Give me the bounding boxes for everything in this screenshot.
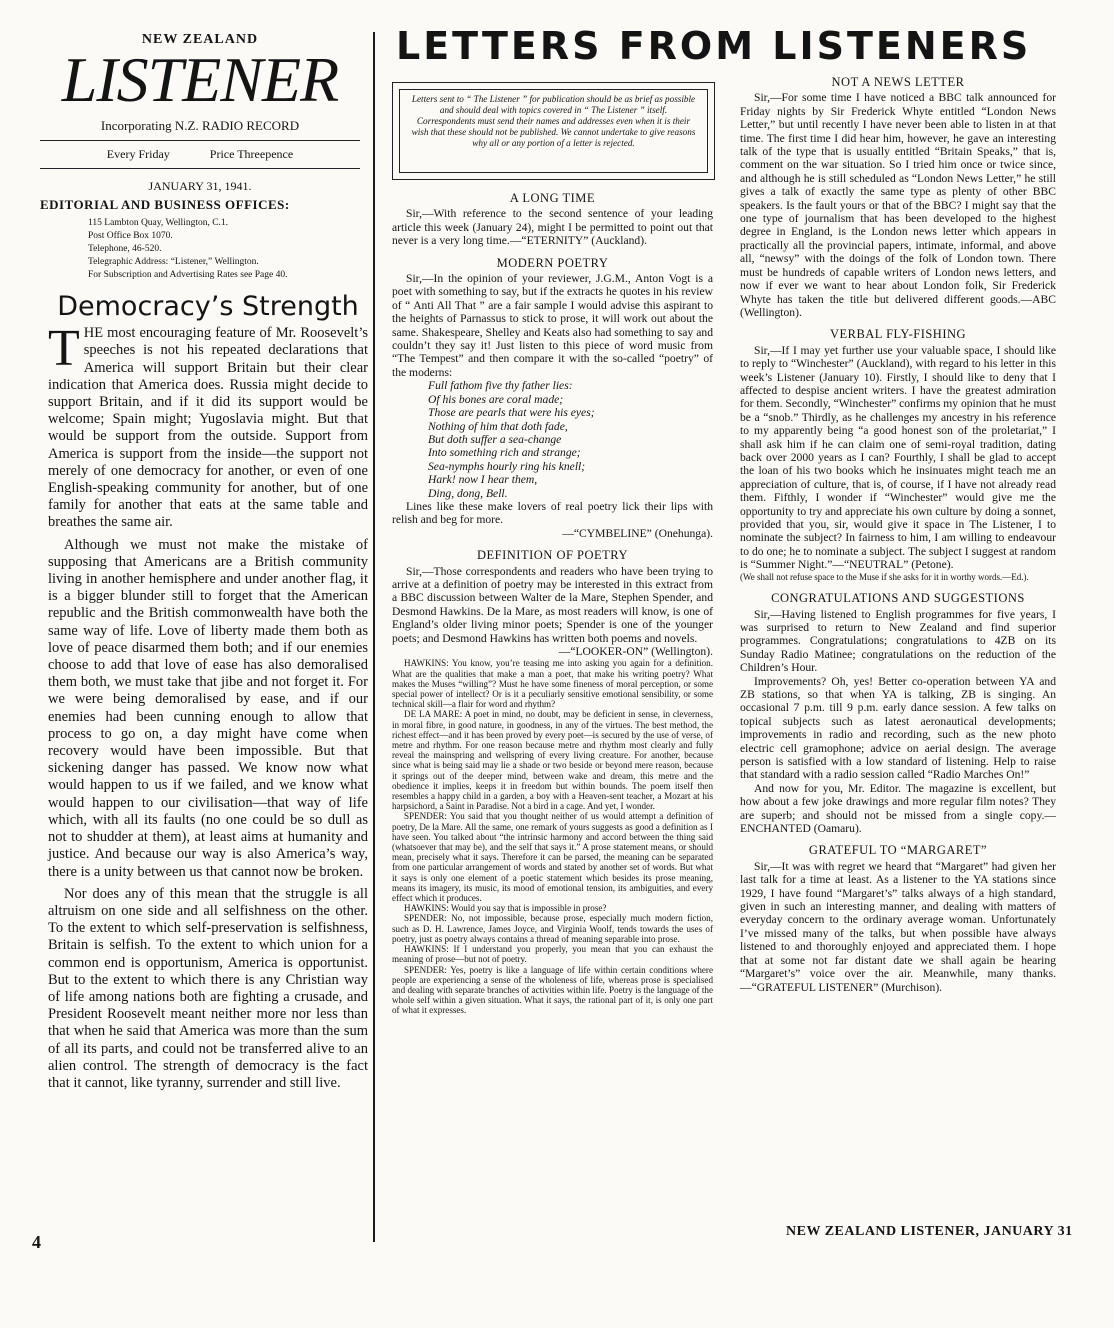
editorial-paragraph: THE most encouraging feature of Mr. Roosevelt’s speeches is not his repeated declarations that America will support Britain but their clear indication that America does. Russia might decide to support Britain, and if it did its support would be welcome; Spain might; Yugoslavia might. But that would be support from the outside. Support from America is support from the inside—the support not merely of one democracy for another, or even of one English-speaking community for another, but of one family for another that eats at the same table and breathes the same air. [48, 320, 368, 531]
masthead-price: Price Threepence [209, 147, 294, 161]
letter-heading: GRATEFUL TO “MARGARET” [808, 843, 988, 858]
bbc-discussion [392, 658, 713, 1015]
letter-body: And now for you, Mr. Editor. The magazine is excellent, but how about a few joke drawings and more regular film notes? They are superb; and should not be missed from a single copy.—ENCHANTED (Oamaru). [740, 781, 1056, 836]
letter-body: Sir,—In the opinion of your reviewer, J.G.M., Anton Vogt is a poet with something to say, but if the extracts he quotes in his review of “ Anti All That ” are a fair sample I would advise this aspirant to the heights of Parnassus to stick to prose, it will work out about the same. Shakespeare, Shelley and Keats also had something to say and couldn’t they say it! Just listen to this piece of word music from “The Tempest” and then compare it with the so-called “poetry” of the moderns: [392, 272, 713, 379]
masthead [40, 32, 360, 282]
letter-body: Lines like these make lovers of real poetry lick their lips with relish and beg for more. [392, 499, 713, 527]
editorial-notice: Letters sent to “ The Listener ” for publication should be as brief as possible and should deal with topics covered in “ The Listener ” itself. Correspondents must send their names and addresses even when it is their wish that these should not be published. We cannot undertake to give reasons why all or any portion of a letter is rejected. [399, 89, 708, 173]
editorial-notice-box [392, 82, 715, 180]
dialogue-line: HAWKINS: You know, you’re teasing me into asking you again for a definition. What are the qualities that make a man a poet, that make his writing poetry? What makes the Muses “willing”? Must he have some fineness of moral perception, or some special power of intellect? Or is it a peculiarly sensitive emotional sensibility, or some technical skill—a flair for word and rhythm? [392, 658, 713, 710]
poem-line: Sea-nymphs hourly ring his knell; [428, 459, 586, 473]
letter-body: Sir,—Having listened to English programmes for five years, I was surprised to return to New Zealand and find superior programmes. Congratulations; congratulations to 4ZB on its Sunday Radio Matinee; congratulations on the reduction of the Children’s Hour. [740, 607, 1056, 675]
letter-body: Sir,—For some time I have noticed a BBC talk announced for Friday nights by Sir Frederick Whyte entitled “London News Letter,” but until recently I have never been able to listen in at that time. The first time I did hear him, however, he gave an interesting talk of the type that is usually entitled “Britain Speaks,” that is, comment on the war situation. So I tried him once or twice since, and although he is still scheduled as “London News Letter,” he still gives a talk of exactly the same type as plenty of other BBC speakers. Is the fault yours or that of the BBC? I might say that the one type of journalism that has been developed to the highest degree in England, is the London news letter which appears in practically all the provincial papers, intimate, informal, and above all, “newsy” with the doings of the folk of London town. There must be hundreds of capable writers of London news letters, and now if ever we want to hear about London folk, Sir Frederick Whyte has taken the title but delivered different goods.—ABC (Wellington). [740, 91, 1056, 319]
letter-body: Sir,—Those correspondents and readers who have been trying to arrive at a definition of poetry may be interested in this extract from a BBC discussion between Walter de la Mare, Stephen Spender, and Desmond Hawkins. De la Mare, as most readers will know, is one of England’s older living minor poets; Spender is one of the younger poets; and Desmond Hawkins has written both poems and novels. [392, 564, 713, 645]
page-footer: NEW ZEALAND LISTENER, JANUARY 31 [786, 1224, 1073, 1239]
poem-line: Of his bones are coral made; [428, 392, 564, 406]
dialogue-line: SPENDER: You said that you thought neither of us would attempt a definition of poetry, De la Mare. All the same, one remark of yours suggests as good a definition as I have seen. You talked about “the intrinsic harmony and accord between the thing said (whatsoever that may be), and the self that says it.” A prose statement means, or should mean, precisely what it says. Therefore it can be parsed, the meaning can be separated from one particular arrangement of words and stated by another set of words. But what it says is only one element of a poetic statement which besides its prose meaning, means its imagery, its music, its mood of emotional tension, its ambiguities, and every effect which it produces. [392, 811, 713, 904]
masthead-country: NEW ZEALAND [141, 32, 259, 47]
dialogue-line: HAWKINS: Would you say that is impossible in prose? [404, 903, 607, 914]
masthead-frequency: Every Friday [106, 147, 170, 161]
poem-line: Hark! now I hear them, [428, 473, 538, 487]
letter-signature: —“CYMBELINE” (Onehunga). [562, 526, 713, 540]
letter-body: Sir,—It was with regret we heard that “Margaret” had given her last talk for a time at least. As a listener to the YA stations since 1929, I have found “Margaret’s” talks always of a high standard, given in such an interesting manner, and dealing with matters of everyday concern to the ordinary average woman. Unfortunately I’ve missed many of the talks, but when possible have always listened to and thoroughly enjoyed and appreciated them. I hope that at some not far distant date we shall again be hearing “Margaret’s” voice over the air. Meanwhile, many thanks.—“GRATEFUL LISTENER” (Murchison). [740, 859, 1056, 994]
letter-body: Sir,—With reference to the second sentence of your leading article this week (January 24), might I be permitted to point out that never is a very long time.—“ETERNITY” (Auckland). [392, 207, 713, 248]
masthead-rule [40, 140, 360, 141]
dialogue-line: HAWKINS: If I understand you properly, you mean that you can exhaust the meaning of prose—but not of poetry. [392, 944, 713, 965]
drop-cap: T [48, 320, 80, 378]
letter-heading: VERBAL FLY-FISHING [829, 327, 967, 342]
letters-column-middle [392, 192, 713, 1016]
letter-body: Improvements? Oh, yes! Better co-operation between YA and ZB stations, so that when YA is talking, ZB is singing. An occasional 7 p.m. till 9 p.m. early dance session. A few talks on topical subjects such as latest aeronautical developments; improvements in radio and recording, such as the new photo electric cell gramophone; advice on aerial design. The average person is satisfied with a low standard of listening. Help to raise that standard with a radio session called “Radio Marches On!” [740, 674, 1056, 782]
editor-note: (We shall not refuse space to the Muse if she asks for it in worthy words.—Ed.). [740, 571, 1029, 582]
letter-heading: MODERN POETRY [496, 255, 609, 270]
letter-body: Sir,—If I may yet further use your valuable space, I should like to reply to “Winchester” (Auckland), with regard to his letter in this week’s Listener (January 10). Firstly, I should like to deny that I affected to despise ancient writers. I have the greatest admiration for them. Secondly, “Winchester” confirms my opinion that he must be a “snob.” Thirdly, as he challenges my ancestry in his reference to my apparently being “a good honest son of the proletariat,” I shall ask him if he can claim one of semi-royal tradition, dating back over 2000 years as I can? Fourthly, I shall be glad to accept the loan of his two books which he insinuates might teach me an appreciation of culture, that is, of course, if I have not already read them. Fifthly, I wonder if “Winchester” would give me the opportunity to try and appreciate his own culture by doing a sonnet, provided that you, sir, would give it space in The Listener, I to nominate the subject? In fairness to him, I am willing to endeavour to do one; he to nominate a subject. The subject I suggest at random is “Summer Night.”—“NEUTRAL” (Petone). [740, 343, 1056, 572]
editorial-heading: Democracy’s Strength [57, 291, 359, 322]
page-number: 4 [32, 1232, 41, 1252]
letters-column-right [740, 76, 1056, 994]
letter-heading: CONGRATULATIONS AND SUGGESTIONS [771, 591, 1025, 606]
masthead-rule [40, 168, 360, 169]
editorial [48, 291, 368, 1092]
masthead-incorporating: Incorporating N.Z. RADIO RECORD [100, 118, 300, 133]
poem-line: Ding, dong, Bell. [428, 486, 508, 500]
poem-line: Full fathom five thy father lies: [428, 379, 573, 393]
offices-heading: EDITORIAL AND BUSINESS OFFICES: [40, 197, 290, 212]
poem-line: Those are pearls that were his eyes; [428, 406, 595, 420]
masthead-publication-info [40, 147, 360, 162]
editorial-paragraph: Nor does any of this mean that the struggle is all altruism on one side and all selfishness on the other. To the extent to which self-preservation is selfishness, Britain is selfish. To the extent to which union for a common end is opportunism, America is opportunist. But to the extent to which there is any Christian way of life among nations both are fighting a crusade, and President Roosevelt meant neither more nor less than that when he said that America was more than the sum of all its parts, and could not be transferred alive to an alien control. The strength of democracy is the fact that it cannot, like tyranny, surrender and still live. [48, 885, 368, 1091]
dialogue-line: SPENDER: No, not impossible, because prose, especially much modern fiction, such as D. H. Lawrence, James Joyce, and Virginia Woolf, tends towards the uses of poetry, just as poetry always contains a thread of meaning separable into prose. [392, 913, 713, 944]
poem-quote [392, 379, 713, 500]
editorial-paragraph: Although we must not make the mistake of supposing that Americans are a British community living in another hemisphere and under another flag, it is a bigger blunder still to forget that the American republic and the British commonwealth have both the same way of life. Love of liberty made them both as love of peace disarmed them both; and if our enemies choose to add that love of ease has also demoralised them both, we must take that jibe and not forget it. For we were being demoralised by ease, and if our enemies had been cunning enough to allow that process to go on, a day might have come when recovery would have been impossible. But that sickening danger has passed. We know now what would happen to us if we failed, and we know what would happen to our civilisation—that way of life which, with all its faults (no one could be so dull as not to shudder at them), at least aims at humanity and justice. And because our way is also America’s way, there is a unity between us that cannot now be broken. [48, 536, 368, 880]
letter-heading: A LONG TIME [509, 191, 596, 205]
poem-line: Into something rich and strange; [428, 446, 581, 460]
offices-address [40, 217, 360, 282]
address-line: Telegraphic Address: “Listener,” Wellington. [88, 257, 259, 267]
address-line: Post Office Box 1070. [88, 231, 173, 241]
dialogue-line: DE LA MARE: A poet in mind, no doubt, may be deficient in sense, in cleverness, in moral fibre, in good nature, in goodness, in any of the virtues. The best method, the richest effect—and it has been proved by every poet—is secured by the use of verse, of metre and rhythm. For one reason because metre and rhythm most clearly and fully reveal the mainspring and wellspring of every living creature. For another, because since what is being said may lie a shade or two beside or beyond mere reason, because it springs out of the deeper mind, between wake and dream, this metre and the obedience it implies, keeps it in freedom but within bounds. The poem itself then resembles a happy child in a garden, a boy with a Heaven-sent teacher, a Mozart at his harpsichord, a Saint in Paradise. Not a bird in a cage. And yet, I wonder. [392, 709, 713, 812]
letter-heading: DEFINITION OF POETRY [477, 548, 628, 563]
column-rule [373, 32, 375, 1242]
letter-signature: —“LOOKER-ON” (Wellington). [558, 645, 713, 658]
poem-line: Nothing of him that doth fade, [428, 419, 568, 433]
address-line: For Subscription and Advertising Rates see Page 40. [88, 270, 288, 280]
page-title: LETTERS FROM LISTENERS [396, 24, 1032, 68]
masthead-date: JANUARY 31, 1941. [148, 179, 252, 193]
dialogue-line: SPENDER: Yes, poetry is like a language of life within certain conditions where people are experiencing a sense of the wholeness of life, whereas prose is specialised and dealing with separate branches of activities within life. Poetry is the language of the whole self within a given situation. What it says, the rational part of it, is only one part of what it expresses. [392, 964, 713, 1016]
masthead-title: LISTENER [61, 44, 339, 115]
poem-line: But doth suffer a sea-change [428, 432, 562, 446]
address-line: 115 Lambton Quay, Wellington, C.1. [88, 218, 229, 228]
address-line: Telephone, 46-520. [88, 244, 162, 254]
letter-heading: NOT A NEWS LETTER [831, 75, 965, 89]
